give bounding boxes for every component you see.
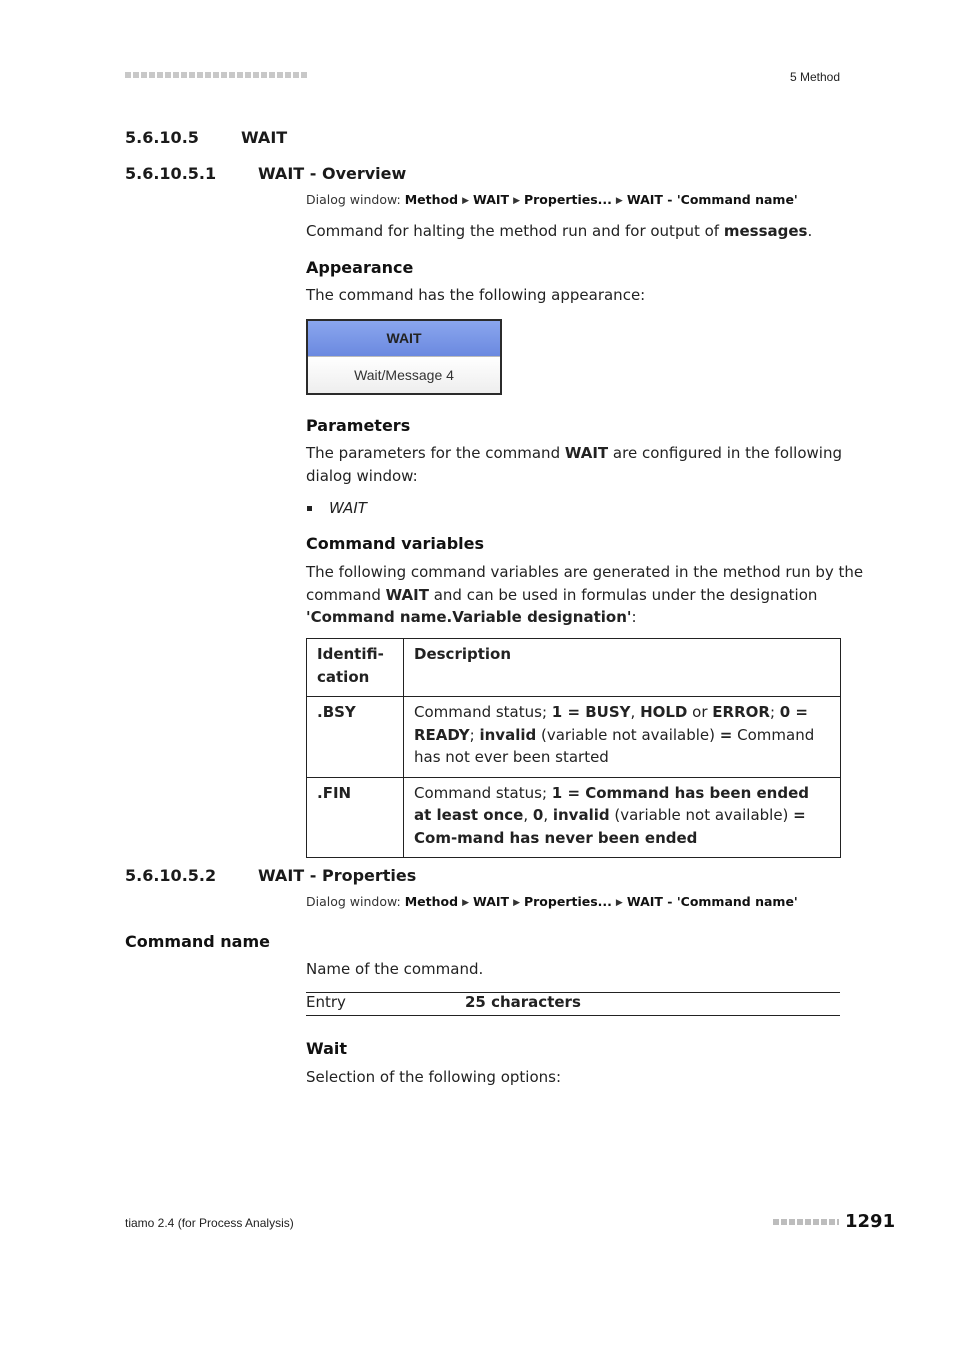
variable-description: Command status; 1 = Command has been ended at least once, 0, invalid (variable not available) = Com-mand has never been ended [404, 777, 841, 858]
entry-label: Entry [306, 993, 346, 1011]
command-variables-heading: Command variables [306, 534, 484, 553]
section-title: WAIT [241, 128, 288, 147]
arrow-right-icon: ▶ [513, 898, 520, 908]
footer-decoration [773, 1217, 839, 1227]
arrow-right-icon: ▶ [462, 898, 469, 908]
arrow-right-icon: ▶ [615, 196, 623, 206]
command-name-heading: Command name [125, 932, 270, 951]
arrow-right-icon: ▶ [462, 196, 469, 206]
appearance-text: The command has the following appearance: [306, 286, 646, 304]
table-header-row [307, 639, 841, 697]
table-header-description: Description [404, 639, 841, 697]
arrow-right-icon: ▶ [513, 196, 520, 206]
dialog-path: Dialog window: Method ▶ WAIT ▶ Properties... ▶ WAIT - 'Command name' [306, 894, 798, 909]
subsection-number: 5.6.10.5.2 [125, 866, 217, 885]
overview-intro: Command for halting the method run and for output of messages. [306, 222, 813, 240]
entry-rule-bottom [306, 1015, 840, 1016]
page-number: 1291 [845, 1211, 896, 1232]
appearance-heading: Appearance [306, 258, 414, 277]
parameters-text: The parameters for the command WAIT are configured in the following dialog window: [306, 444, 842, 485]
variable-description: Command status; 1 = BUSY, HOLD or ERROR; 0 = READY; invalid (variable not available) = Command has not ever been started [404, 697, 841, 778]
bullet-icon [307, 506, 312, 511]
section-number: 5.6.10.5 [125, 128, 199, 147]
command-box-subtitle: Wait/Message 4 [308, 357, 500, 393]
command-box-title: WAIT [308, 321, 500, 357]
entry-value: 25 characters [465, 993, 581, 1011]
arrow-right-icon: ▶ [615, 898, 623, 908]
table-header-identification: Identifi- cation [307, 639, 404, 697]
bullet-item-wait[interactable]: WAIT [329, 499, 367, 517]
parameters-heading: Parameters [306, 416, 411, 435]
subsection-title: WAIT - Overview [258, 164, 407, 183]
command-box [306, 319, 502, 395]
wait-heading: Wait [306, 1039, 348, 1058]
chapter-label: 5 Method [789, 70, 840, 84]
footer-product: tiamo 2.4 (for Process Analysis) [125, 1216, 294, 1230]
command-variables-table [306, 638, 841, 858]
variable-id: .FIN [307, 777, 404, 858]
command-variables-text: The following command variables are generated in the method run by the command WAIT and can be used in formulas under the designation 'Command name.Variable designation': [306, 563, 864, 626]
subsection-number: 5.6.10.5.1 [125, 164, 217, 183]
dialog-path: Dialog window: Method ▶ WAIT ▶ Properties... ▶ WAIT - 'Command name' [306, 192, 798, 207]
command-name-text: Name of the command. [306, 960, 484, 978]
table-row [307, 697, 841, 778]
subsection-title: WAIT - Properties [258, 866, 417, 885]
header-decoration [125, 70, 307, 80]
wait-text: Selection of the following options: [306, 1068, 562, 1086]
table-row [307, 777, 841, 858]
variable-id: .BSY [307, 697, 404, 778]
